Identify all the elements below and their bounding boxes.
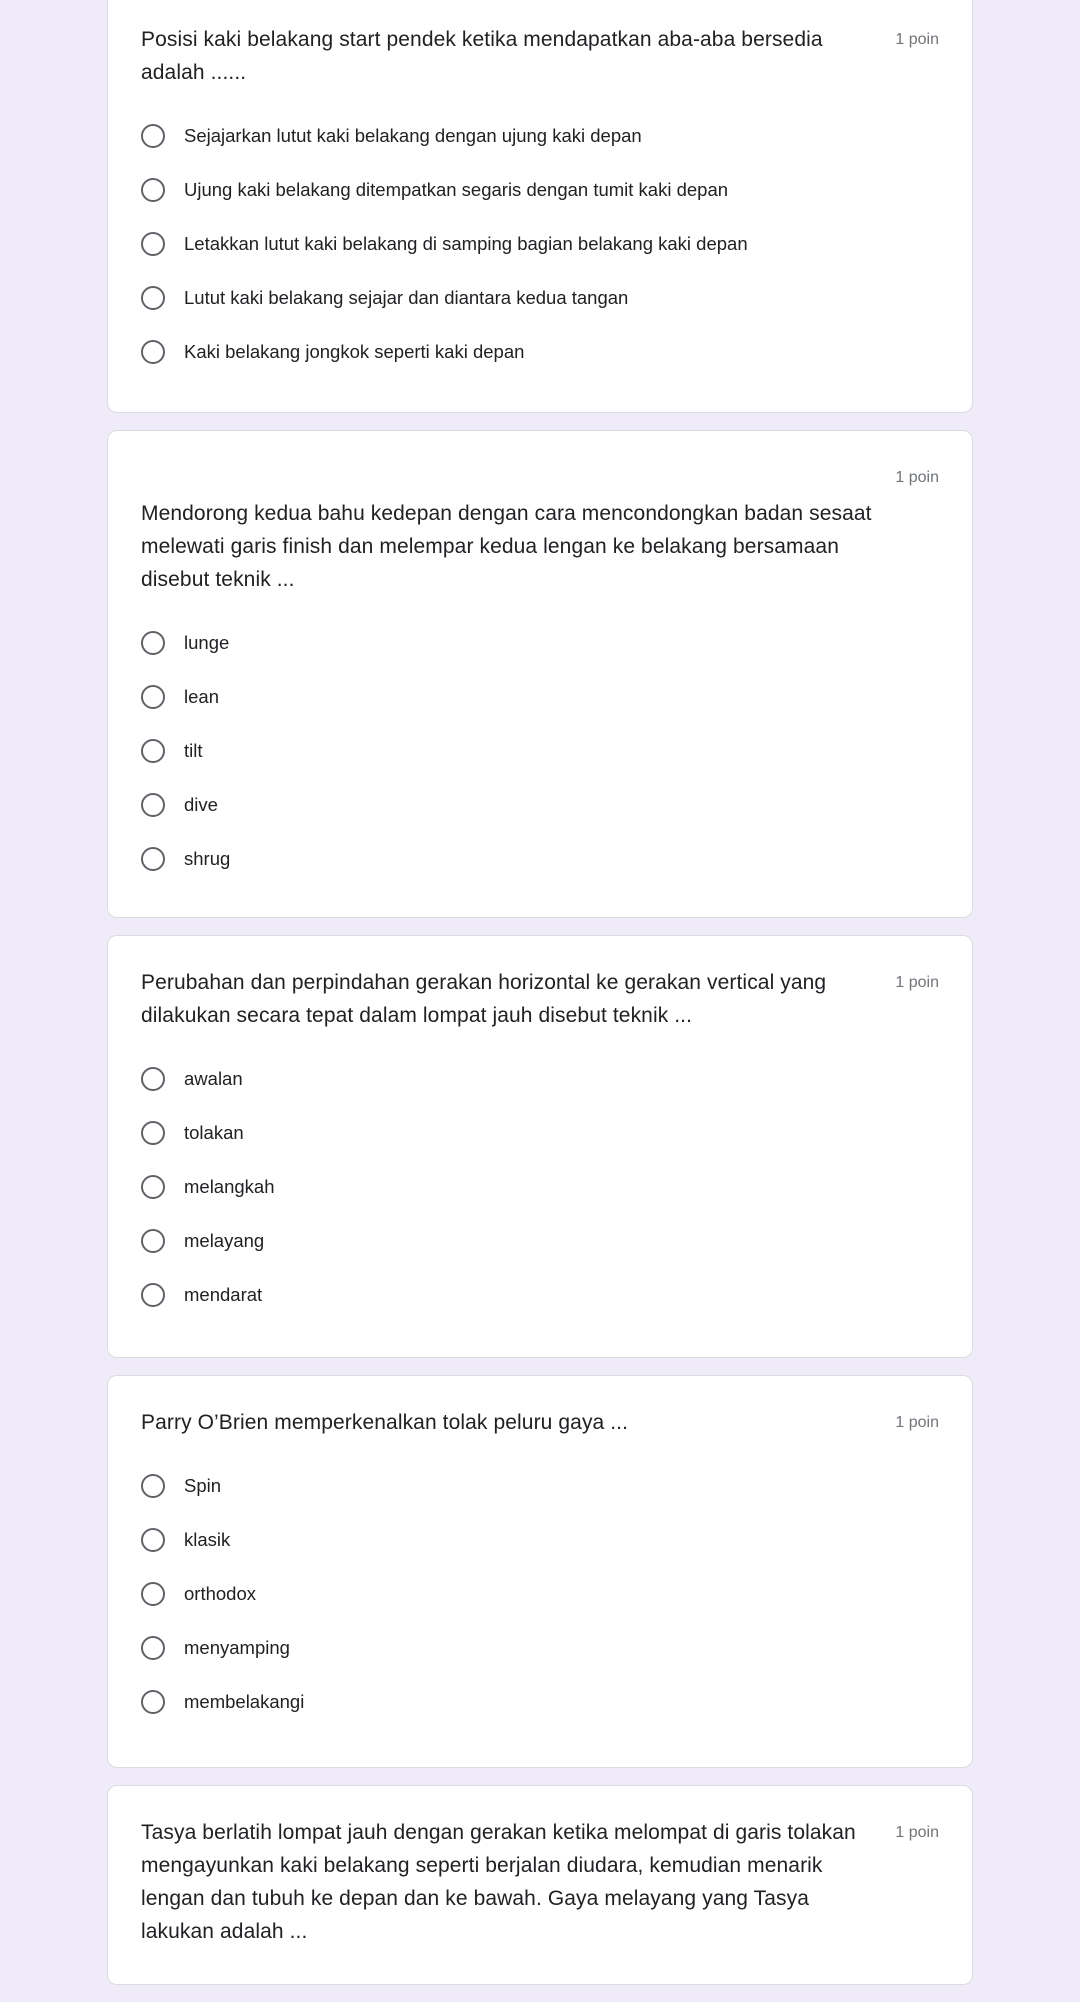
radio-button-icon[interactable] xyxy=(141,1528,165,1552)
question-text: Posisi kaki belakang start pendek ketika mendapatkan aba-aba bersedia adalah ...... xyxy=(141,28,823,84)
radio-option[interactable] xyxy=(141,1567,939,1621)
radio-option[interactable] xyxy=(141,724,939,778)
question-text: Parry O’Brien memperkenalkan tolak peluru gaya ... xyxy=(141,1411,629,1434)
option-label: Sejajarkan lutut kaki belakang dengan ujung kaki depan xyxy=(184,125,642,146)
radio-button-icon[interactable] xyxy=(141,631,165,655)
points-label: 1 poin xyxy=(895,31,939,48)
option-label: melayang xyxy=(184,1230,265,1251)
radio-option[interactable] xyxy=(141,1160,939,1214)
radio-button-icon[interactable] xyxy=(141,1636,165,1660)
option-label: menyamping xyxy=(184,1637,290,1658)
radio-group xyxy=(141,1459,939,1729)
radio-option[interactable] xyxy=(141,1459,939,1513)
question-text: Perubahan dan perpindahan gerakan horizontal ke gerakan vertical yang dilakukan secara tepat dalam lompat jauh disebut teknik ... xyxy=(141,971,827,1027)
radio-button-icon[interactable] xyxy=(141,1121,165,1145)
option-label: melangkah xyxy=(184,1176,275,1197)
radio-button-icon[interactable] xyxy=(141,1283,165,1307)
radio-option[interactable] xyxy=(141,616,939,670)
option-label: mendarat xyxy=(184,1284,263,1305)
radio-button-icon[interactable] xyxy=(141,232,165,256)
option-label: membelakangi xyxy=(184,1691,305,1712)
form-container xyxy=(107,0,973,2002)
radio-button-icon[interactable] xyxy=(141,1582,165,1606)
radio-option[interactable] xyxy=(141,325,939,379)
radio-button-icon[interactable] xyxy=(141,847,165,871)
option-label: Kaki belakang jongkok seperti kaki depan xyxy=(184,341,525,362)
radio-button-icon[interactable] xyxy=(141,1175,165,1199)
points-label: 1 poin xyxy=(895,1824,939,1841)
radio-option[interactable] xyxy=(141,1052,939,1106)
radio-button-icon[interactable] xyxy=(141,1067,165,1091)
question-card-3 xyxy=(107,935,973,1358)
radio-button-icon[interactable] xyxy=(141,124,165,148)
question-card-5 xyxy=(107,1785,973,1985)
radio-option[interactable] xyxy=(141,271,939,325)
option-label: Lutut kaki belakang sejajar dan diantara kedua tangan xyxy=(184,287,629,308)
radio-button-icon[interactable] xyxy=(141,739,165,763)
question-card-1 xyxy=(107,0,973,413)
points-label: 1 poin xyxy=(895,974,939,991)
radio-option[interactable] xyxy=(141,1513,939,1567)
question-text: Mendorong kedua bahu kedepan dengan cara mencondongkan badan sesaat melewati garis finish dan melempar kedua lengan ke belakang bersamaan disebut teknik ... xyxy=(141,502,872,591)
radio-group xyxy=(141,109,939,379)
radio-option[interactable] xyxy=(141,109,939,163)
radio-button-icon[interactable] xyxy=(141,793,165,817)
option-label: orthodox xyxy=(184,1583,256,1604)
option-label: awalan xyxy=(184,1068,243,1089)
radio-option[interactable] xyxy=(141,1675,939,1729)
radio-option[interactable] xyxy=(141,217,939,271)
radio-option[interactable] xyxy=(141,670,939,724)
radio-option[interactable] xyxy=(141,832,939,886)
radio-button-icon[interactable] xyxy=(141,1690,165,1714)
radio-option[interactable] xyxy=(141,1268,939,1322)
option-label: tilt xyxy=(184,740,203,761)
option-label: lean xyxy=(184,686,219,707)
option-label: dive xyxy=(184,794,218,815)
radio-button-icon[interactable] xyxy=(141,685,165,709)
points-label: 1 poin xyxy=(895,469,939,486)
points-label: 1 poin xyxy=(895,1414,939,1431)
question-card-4 xyxy=(107,1375,973,1768)
radio-group xyxy=(141,616,939,886)
radio-button-icon[interactable] xyxy=(141,178,165,202)
radio-option[interactable] xyxy=(141,163,939,217)
radio-button-icon[interactable] xyxy=(141,340,165,364)
radio-option[interactable] xyxy=(141,778,939,832)
option-label: Letakkan lutut kaki belakang di samping bagian belakang kaki depan xyxy=(184,233,748,254)
radio-button-icon[interactable] xyxy=(141,286,165,310)
option-label: klasik xyxy=(184,1529,231,1550)
radio-button-icon[interactable] xyxy=(141,1474,165,1498)
radio-button-icon[interactable] xyxy=(141,1229,165,1253)
radio-option[interactable] xyxy=(141,1621,939,1675)
option-label: shrug xyxy=(184,848,231,869)
radio-group xyxy=(141,1052,939,1322)
option-label: Ujung kaki belakang ditempatkan segaris dengan tumit kaki depan xyxy=(184,179,729,200)
question-card-2 xyxy=(107,430,973,918)
question-text: Tasya berlatih lompat jauh dengan gerakan ketika melompat di garis tolakan mengayunkan kaki belakang seperti berjalan diudara, kemudian menarik lengan dan tubuh ke depan dan ke bawah. Gaya melayang yang Tasya lakukan adalah ... xyxy=(141,1821,856,1943)
option-label: lunge xyxy=(184,632,230,653)
radio-option[interactable] xyxy=(141,1214,939,1268)
radio-option[interactable] xyxy=(141,1106,939,1160)
option-label: Spin xyxy=(184,1475,222,1496)
option-label: tolakan xyxy=(184,1122,244,1143)
